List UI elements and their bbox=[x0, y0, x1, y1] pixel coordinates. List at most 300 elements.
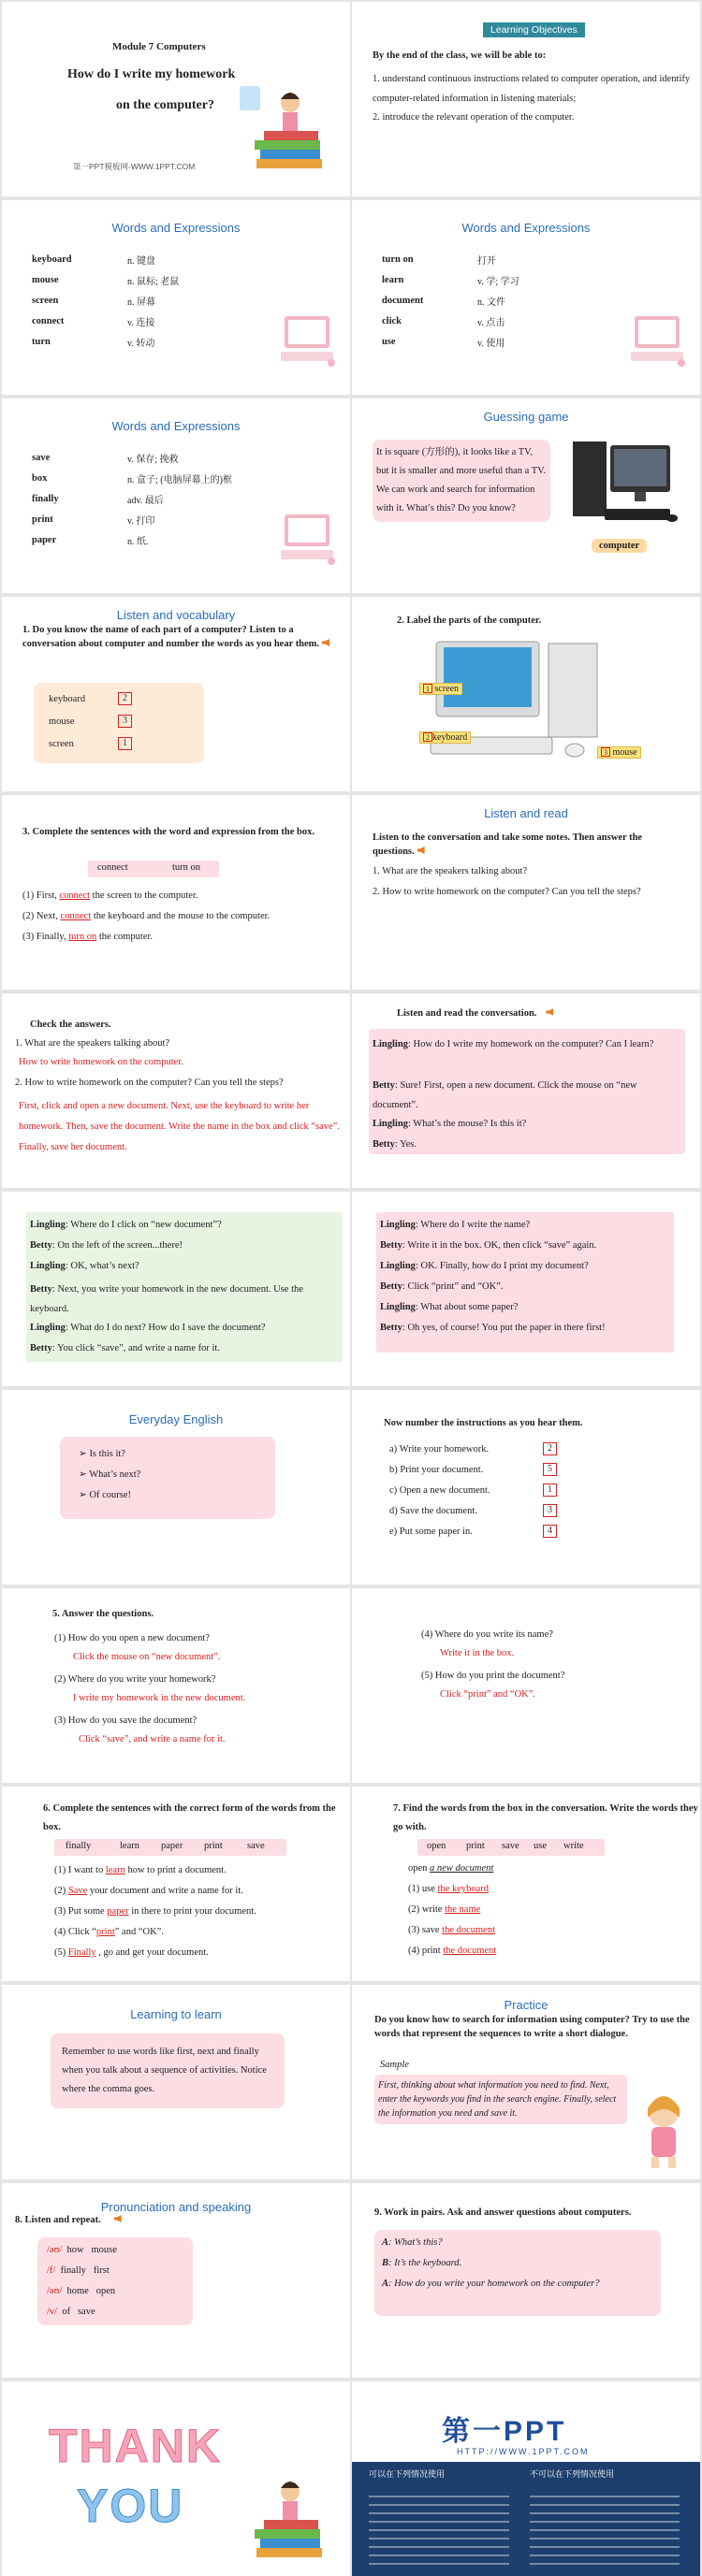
speaker: Lingling bbox=[30, 1261, 66, 1271]
meaning: v. 使用 bbox=[477, 338, 505, 349]
word: of bbox=[62, 2307, 71, 2317]
word: print bbox=[32, 514, 53, 525]
word-box bbox=[54, 1839, 286, 1856]
sentence-start: (1) First, bbox=[22, 890, 60, 901]
speaker: Betty bbox=[373, 1139, 395, 1150]
phonetic: /əʊ/ bbox=[47, 2286, 63, 2296]
sample-text: First, thinking about what information you need to find. Next, enter the keywords you find in the search engine. Finally, select the information you need and save it. bbox=[374, 2075, 627, 2124]
speaker: Lingling bbox=[30, 1220, 66, 1230]
title-line-1: How do I write my homework bbox=[67, 67, 236, 81]
words-table bbox=[382, 249, 519, 352]
question-2: 2. How to write homework on the computer? Can you tell the steps? bbox=[373, 887, 641, 897]
brand-logo: 第一PPT bbox=[442, 2416, 567, 2447]
meaning: n. 鼠标; 老鼠 bbox=[127, 276, 180, 287]
answer: paper bbox=[107, 1906, 129, 1917]
sentence-end: your document and write a name for it. bbox=[87, 1886, 243, 1896]
meaning: v. 学; 学习 bbox=[477, 276, 519, 287]
computer-parts-picture bbox=[427, 634, 614, 784]
answer: Finally bbox=[67, 1947, 96, 1958]
speaker: Betty bbox=[380, 1281, 402, 1292]
pair-work-question: 9. Work in pairs. Ask and answer questions about computers. bbox=[374, 2207, 632, 2218]
question-1: 1. What are the speakers talking about? bbox=[373, 866, 528, 876]
speech: : Write it in the box. OK, then click “save” again. bbox=[402, 1240, 597, 1251]
speaker: A bbox=[382, 2279, 389, 2289]
instruction-number: 1 bbox=[543, 1483, 557, 1497]
example bbox=[408, 1863, 493, 1874]
example-verb: open bbox=[408, 1863, 431, 1874]
speaker: Lingling bbox=[380, 1220, 416, 1230]
slide-title bbox=[2, 2, 350, 196]
question: (5) How do you print the document? bbox=[421, 1671, 565, 1681]
instruction: a) Write your homework. bbox=[389, 1444, 490, 1454]
girl-on-books-illustration bbox=[238, 2466, 341, 2569]
box-word: finally bbox=[66, 1841, 92, 1851]
box-word: open bbox=[427, 1841, 446, 1851]
label-number: 3 bbox=[601, 747, 610, 757]
listen-vocabulary-title: Listen and vocabulary bbox=[116, 608, 236, 622]
speech: : It’s the keyboard. bbox=[388, 2258, 462, 2268]
slide-complete-sentences bbox=[2, 795, 350, 990]
pair bbox=[408, 1884, 489, 1894]
words-title: Words and Expressions bbox=[111, 221, 241, 235]
verb: (2) write bbox=[408, 1904, 446, 1915]
slide-number-instructions bbox=[352, 1390, 700, 1585]
practice-question: Do you know how to search for information using computer? Try to use the words that represent the sequences to write a short dialogue. bbox=[374, 2015, 690, 2039]
answer: learn bbox=[105, 1865, 125, 1875]
word: mouse bbox=[49, 716, 75, 727]
cannot-use-list bbox=[530, 2496, 680, 2569]
conversation-box bbox=[376, 1212, 674, 1353]
slide-words-1 bbox=[2, 200, 350, 395]
speaker: Betty bbox=[373, 1080, 395, 1091]
module-label: Module 7 Computers bbox=[112, 41, 206, 52]
listen-repeat bbox=[15, 2215, 122, 2225]
instruction-number: 5 bbox=[543, 1463, 557, 1476]
slide-conversation-3 bbox=[352, 1192, 700, 1386]
can-use-list bbox=[369, 2496, 509, 2569]
slide-guessing-game bbox=[352, 398, 700, 593]
number-answer: 3 bbox=[118, 715, 132, 728]
instructions-question: Now number the instructions as you hear them. bbox=[384, 1418, 583, 1428]
word: mouse bbox=[91, 2245, 117, 2255]
sentence-2 bbox=[22, 911, 270, 921]
label-number: 1 bbox=[423, 684, 432, 693]
word: document bbox=[382, 295, 424, 306]
line bbox=[30, 1218, 339, 1232]
question: (4) Where do you write its name? bbox=[421, 1629, 553, 1640]
question-3: 3. Complete the sentences with the word and expression from the box. bbox=[22, 827, 314, 837]
label-keyboard bbox=[419, 731, 471, 744]
word: first bbox=[93, 2265, 110, 2276]
word: keyboard bbox=[32, 253, 72, 265]
box-word: write bbox=[563, 1841, 584, 1851]
speaker: Betty bbox=[30, 1343, 52, 1353]
speech: : OK. Finally, how do I print my document? bbox=[415, 1261, 589, 1271]
words-title: Words and Expressions bbox=[461, 221, 591, 235]
number-answer: 2 bbox=[118, 692, 132, 705]
sound-row bbox=[47, 2265, 110, 2276]
word: save bbox=[77, 2307, 95, 2317]
meaning: adv. 最后 bbox=[127, 495, 164, 506]
number-answer: 1 bbox=[118, 737, 132, 750]
conversation-title bbox=[397, 1008, 553, 1019]
box-word: print bbox=[466, 1841, 485, 1851]
slide-branding bbox=[352, 2381, 700, 2576]
speech: : How do you write your homework on the computer? bbox=[388, 2279, 600, 2289]
sentence-1 bbox=[22, 890, 198, 901]
words-title: Words and Expressions bbox=[111, 419, 241, 433]
practice-title: Practice bbox=[504, 1998, 548, 2012]
cannot-use-heading: 不可以在下列情况使用 bbox=[530, 2469, 615, 2479]
answer-questions-title: 5. Answer the questions. bbox=[52, 1609, 154, 1619]
meaning: n. 盒子; (电脑屏幕上的)框 bbox=[127, 474, 232, 485]
phonetic: /f/ bbox=[47, 2265, 56, 2276]
instruction-number: 4 bbox=[543, 1525, 557, 1538]
pair bbox=[408, 1925, 495, 1935]
word: screen bbox=[32, 295, 59, 306]
sound-row bbox=[47, 2286, 115, 2296]
word: turn on bbox=[382, 253, 414, 265]
speaker: B bbox=[382, 2258, 389, 2268]
answer: Write it in the box. bbox=[440, 1648, 515, 1658]
answer: print bbox=[95, 1927, 115, 1937]
label-text: mouse bbox=[612, 747, 637, 758]
question-1: 1. What are the speakers talking about? bbox=[15, 1038, 170, 1049]
box-word: save bbox=[502, 1841, 519, 1851]
word: how bbox=[66, 2245, 84, 2255]
slide-practice bbox=[352, 1985, 700, 2179]
word: open bbox=[95, 2286, 116, 2296]
sentence bbox=[54, 1927, 164, 1937]
speaker: Betty bbox=[380, 1240, 402, 1251]
label-mouse bbox=[597, 746, 641, 759]
instruction: c) Open a new document. bbox=[389, 1485, 490, 1496]
objective-2: 2. introduce the relevant operation of the computer. bbox=[373, 112, 575, 123]
title-line-2: on the computer? bbox=[116, 98, 214, 112]
line bbox=[30, 1280, 339, 1319]
speech: : How do I write my homework on the computer? Can I learn? bbox=[407, 1039, 654, 1049]
question-6: 6. Complete the sentences with the correct form of the words from the box. bbox=[43, 1803, 336, 1832]
line bbox=[373, 1076, 681, 1115]
speaker-icon[interactable] bbox=[322, 639, 329, 646]
meaning: 打开 bbox=[477, 255, 496, 267]
slide-answer-questions-2 bbox=[352, 1588, 700, 1783]
line bbox=[380, 1259, 670, 1273]
line bbox=[30, 1259, 339, 1273]
sounds-box bbox=[37, 2237, 193, 2325]
line bbox=[30, 1341, 339, 1355]
speech: : What do I do next? How do I save the document? bbox=[65, 1323, 266, 1333]
conversation-box bbox=[369, 1029, 685, 1154]
word: home bbox=[66, 2286, 89, 2296]
speech: : Oh yes, of course! You put the paper in there first! bbox=[402, 1323, 606, 1333]
words-table bbox=[32, 249, 179, 352]
pair bbox=[408, 1946, 496, 1956]
verb: (4) print bbox=[408, 1946, 444, 1956]
dialogue-line bbox=[382, 2258, 461, 2268]
sound-row bbox=[47, 2307, 95, 2317]
answer: the document bbox=[443, 1946, 497, 1956]
slide-conversation-1 bbox=[352, 993, 700, 1188]
box-word: use bbox=[534, 1841, 547, 1851]
speech: : On the left of the screen...there! bbox=[51, 1240, 183, 1251]
check-title: Check the answers. bbox=[30, 1020, 111, 1030]
word: mouse bbox=[32, 274, 59, 285]
computer-illustration bbox=[627, 311, 687, 370]
you-text: YOU bbox=[77, 2480, 184, 2532]
word: finally bbox=[32, 493, 59, 504]
speaker-icon[interactable] bbox=[546, 1008, 553, 1016]
girl-on-books-illustration bbox=[238, 77, 341, 180]
listen-read-title: Listen and read bbox=[484, 806, 568, 820]
slide-check-answers bbox=[2, 993, 350, 1188]
listen-repeat-text: 8. Listen and repeat. bbox=[15, 2215, 101, 2225]
speech: : Sure! First, open a new document. Click the mouse on “new document”. bbox=[373, 1080, 637, 1110]
slide-listen-vocabulary bbox=[2, 597, 350, 791]
line bbox=[380, 1218, 670, 1232]
word: paper bbox=[32, 534, 57, 545]
answer: Save bbox=[67, 1886, 88, 1896]
word: save bbox=[32, 452, 51, 463]
slide-learning-to-learn bbox=[2, 1985, 350, 2179]
speech: : Next, you write your homework in the new document. Use the keyboard. bbox=[30, 1284, 303, 1314]
speech: : What’s this? bbox=[388, 2237, 443, 2248]
instruction: b) Print your document. bbox=[389, 1465, 484, 1475]
question-2: 2. How to write homework on the computer? Can you tell the steps? bbox=[15, 1078, 284, 1088]
sentence-end: , go and get your document. bbox=[95, 1947, 209, 1958]
answer: Click “print” and “OK”. bbox=[440, 1689, 536, 1700]
speech: : You click “save”, and write a name for it. bbox=[51, 1343, 220, 1353]
pronunciation-title: Pronunciation and speaking bbox=[100, 2200, 252, 2214]
speaker: Betty bbox=[30, 1284, 52, 1295]
computer-illustration bbox=[277, 509, 337, 569]
slide-correct-form bbox=[2, 1787, 350, 1981]
phrase: ➢ What’s next? bbox=[79, 1469, 141, 1480]
slide-thank-you bbox=[2, 2381, 350, 2576]
word: use bbox=[382, 336, 396, 347]
sentence-end: how to print a document. bbox=[124, 1865, 227, 1875]
sentence-end: the screen to the computer. bbox=[90, 890, 198, 901]
sentence bbox=[54, 1865, 227, 1875]
phrase: ➢ Is this it? bbox=[79, 1449, 125, 1459]
riddle-text: It is square (方形的), it looks like a TV, but it is smaller and more useful than a TV. We can work and search for information with it. What’s this? Do you know? bbox=[373, 440, 550, 522]
sentence-end: the computer. bbox=[96, 932, 154, 942]
answer: connect bbox=[60, 911, 92, 921]
line bbox=[373, 1035, 681, 1054]
answer-computer: computer bbox=[592, 539, 647, 553]
desktop-computer-illustration bbox=[567, 432, 680, 535]
word: finally bbox=[60, 2265, 87, 2276]
brand-url: HTTP://WWW.1PPT.COM bbox=[457, 2447, 590, 2456]
line bbox=[380, 1280, 670, 1294]
answer: the keyboard bbox=[437, 1884, 490, 1894]
speaker: Lingling bbox=[380, 1261, 416, 1271]
speaker: Betty bbox=[380, 1323, 402, 1333]
objectives-badge: Learning Objectives bbox=[483, 22, 585, 37]
phrase: ➢ Of course! bbox=[79, 1490, 132, 1500]
meaning: v. 转动 bbox=[127, 338, 155, 349]
slide-find-words bbox=[352, 1787, 700, 1981]
computer-illustration bbox=[277, 311, 337, 370]
meaning: n. 纸. bbox=[127, 536, 149, 547]
speaker: Lingling bbox=[373, 1039, 408, 1049]
question-1 bbox=[22, 623, 331, 651]
sentence bbox=[54, 1947, 209, 1958]
sentence-end: ” and “OK”. bbox=[114, 1927, 164, 1937]
meaning: n. 键盘 bbox=[127, 255, 155, 267]
sentence-3 bbox=[22, 932, 153, 942]
line bbox=[380, 1321, 670, 1335]
slide-everyday-english bbox=[2, 1390, 350, 1585]
sound-row bbox=[47, 2245, 117, 2255]
label-question: 2. Label the parts of the computer. bbox=[397, 615, 542, 626]
meaning: v. 保存; 挽救 bbox=[127, 454, 179, 465]
speech: : What about some paper? bbox=[415, 1302, 519, 1312]
label-screen bbox=[419, 683, 462, 695]
meaning: v. 打印 bbox=[127, 515, 155, 527]
word-box bbox=[417, 1839, 605, 1856]
line bbox=[373, 1137, 681, 1151]
line bbox=[30, 1321, 339, 1335]
objective-1: 1. understand continuous instructions related to computer operation, and identify computer-related information in listening materials; bbox=[373, 74, 691, 104]
slide-words-3 bbox=[2, 398, 350, 593]
phonetic: /əʊ/ bbox=[47, 2245, 63, 2255]
speech: : Where do I write the name? bbox=[415, 1220, 531, 1230]
word: learn bbox=[382, 274, 404, 285]
answer: the name bbox=[445, 1904, 481, 1915]
verb: (3) save bbox=[408, 1925, 443, 1935]
guessing-title: Guessing game bbox=[483, 410, 569, 424]
phrases-box bbox=[60, 1437, 275, 1519]
objectives-intro: By the end of the class, we will be able to: bbox=[373, 51, 547, 61]
number-box bbox=[34, 683, 204, 763]
thank-text: THANK bbox=[49, 2420, 222, 2472]
speech: : What’s the mouse? Is this it? bbox=[407, 1119, 527, 1129]
slide-conversation-2 bbox=[2, 1192, 350, 1386]
footer-url: 第一PPT模板网-WWW.1PPT.COM bbox=[73, 162, 196, 171]
slide-pronunciation bbox=[2, 2183, 350, 2378]
slide-pair-work bbox=[352, 2183, 700, 2378]
box-word: paper bbox=[161, 1841, 183, 1851]
answer: I write my homework in the new document. bbox=[73, 1693, 246, 1703]
sentence-end: in there to print your document. bbox=[128, 1906, 256, 1917]
slide-answer-questions-1 bbox=[2, 1588, 350, 1783]
line bbox=[30, 1238, 339, 1252]
sentence-end: the keyboard and the mouse to the computer. bbox=[91, 911, 271, 921]
sentence-start: (4) Click “ bbox=[54, 1927, 96, 1937]
word: click bbox=[382, 315, 402, 326]
answer: Click the mouse on “new document”. bbox=[73, 1652, 221, 1662]
everyday-english-title: Everyday English bbox=[128, 1412, 224, 1426]
phrase-text: What’s next? bbox=[89, 1469, 141, 1480]
sentence-start: (5) bbox=[54, 1947, 68, 1958]
instructions bbox=[373, 831, 653, 859]
word-box bbox=[88, 861, 219, 877]
instructions-text: Listen to the conversation and take some notes. Then answer the questions. bbox=[373, 832, 643, 857]
speech: : OK, what’s next? bbox=[65, 1261, 139, 1271]
slide-learning-objectives bbox=[352, 2, 700, 196]
conversation-title-text: Listen and read the conversation. bbox=[397, 1008, 537, 1019]
instruction-number: 3 bbox=[543, 1504, 557, 1517]
sentence bbox=[54, 1886, 243, 1896]
line bbox=[373, 1117, 681, 1131]
instruction-number: 2 bbox=[543, 1442, 557, 1455]
speech: : Yes. bbox=[394, 1139, 417, 1150]
instruction: e) Put some paper in. bbox=[389, 1527, 473, 1537]
speaker-icon[interactable] bbox=[114, 2215, 122, 2222]
sentence-start: (3) Finally, bbox=[22, 932, 69, 942]
slide-words-2 bbox=[352, 200, 700, 395]
dialogue-line bbox=[382, 2279, 599, 2289]
sentence-start: (2) Next, bbox=[22, 911, 61, 921]
question-7: 7. Find the words from the box in the conversation. Write the words they go with. bbox=[393, 1803, 698, 1832]
words-table bbox=[32, 447, 232, 550]
label-text: keyboard bbox=[432, 732, 468, 743]
word: connect bbox=[32, 315, 65, 326]
conversation-box bbox=[26, 1212, 343, 1362]
speaker: Lingling bbox=[373, 1119, 408, 1129]
word: keyboard bbox=[49, 694, 86, 704]
girl-illustration bbox=[631, 2088, 696, 2172]
speech: : Where do I click on “new document”? bbox=[65, 1220, 222, 1230]
sentence-start: (2) bbox=[54, 1886, 68, 1896]
speaker-icon[interactable] bbox=[417, 847, 425, 854]
question-1-text: 1. Do you know the name of each part of a computer? Listen to a conversation about computer and number the words as you hear them. bbox=[22, 625, 320, 649]
tip-text: Remember to use words like first, next and finally when you talk about a sequence of activities. Notice where the comma goes. bbox=[51, 2033, 285, 2108]
line bbox=[380, 1238, 670, 1252]
sample-label: Sample bbox=[380, 2060, 409, 2070]
word: screen bbox=[49, 739, 74, 749]
speaker: Lingling bbox=[30, 1323, 66, 1333]
meaning: v. 连接 bbox=[127, 317, 155, 328]
answer: Click “save”, and write a name for it. bbox=[79, 1734, 226, 1744]
answer-2: First, click and open a new document. Next, use the keyboard to write her homework. Then, save the document. Write the name in the box and click “save”. Finally, save her document. bbox=[19, 1101, 340, 1152]
word: turn bbox=[32, 336, 51, 347]
meaning: v. 点击 bbox=[477, 317, 505, 328]
sentence bbox=[54, 1906, 256, 1917]
answer: turn on bbox=[68, 932, 97, 942]
phrase-text: Of course! bbox=[89, 1490, 132, 1500]
line bbox=[380, 1300, 670, 1314]
word: box bbox=[32, 472, 48, 484]
slide-label-parts bbox=[352, 597, 700, 791]
phonetic: /v/ bbox=[47, 2307, 58, 2317]
speech: : Click “print” and “OK”. bbox=[402, 1281, 504, 1292]
speaker: A bbox=[382, 2237, 389, 2248]
question: (2) Where do you write your homework? bbox=[54, 1674, 216, 1685]
example-object: a new document bbox=[430, 1863, 494, 1874]
box-word: learn bbox=[120, 1841, 139, 1851]
answer: connect bbox=[59, 890, 91, 901]
can-use-heading: 可以在下列情况使用 bbox=[369, 2469, 446, 2479]
answer: the document bbox=[442, 1925, 496, 1935]
speaker: Betty bbox=[30, 1240, 52, 1251]
meaning: n. 屏幕 bbox=[127, 297, 155, 308]
learning-to-learn-title: Learning to learn bbox=[130, 2007, 222, 2021]
box-word: save bbox=[247, 1841, 265, 1851]
question: (1) How do you open a new document? bbox=[54, 1633, 210, 1643]
meaning: n. 文件 bbox=[477, 297, 505, 308]
speaker: Lingling bbox=[380, 1302, 416, 1312]
box-word: connect bbox=[97, 862, 128, 873]
sentence-start: (3) Put some bbox=[54, 1906, 108, 1917]
label-number: 2 bbox=[423, 732, 432, 742]
question: (3) How do you save the document? bbox=[54, 1715, 197, 1726]
verb: (1) use bbox=[408, 1884, 438, 1894]
dialogue-line bbox=[382, 2237, 443, 2248]
label-text: screen bbox=[434, 684, 460, 694]
box-word: turn on bbox=[172, 862, 201, 873]
